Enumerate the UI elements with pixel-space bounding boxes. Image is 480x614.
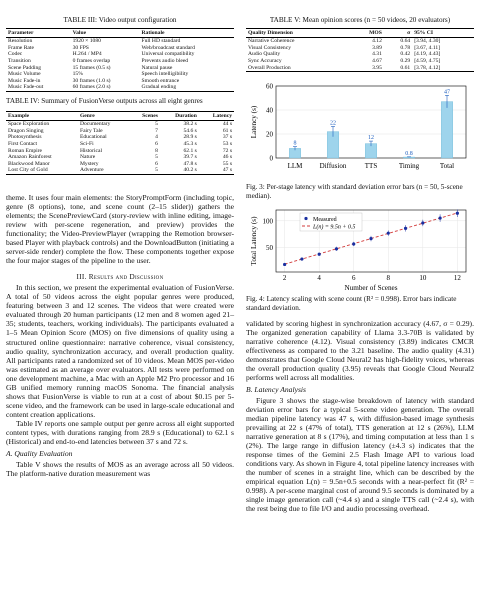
fig4-legend-label-measured: Measured (313, 217, 337, 224)
table5-row (246, 58, 474, 65)
table4-row (6, 167, 234, 174)
table4-cell: Mystery (79, 160, 99, 167)
table5-cell: 0.64 (400, 38, 411, 45)
table5-header-cell: Quality Dimension (246, 28, 350, 38)
fig4-ylabel: Total Latency (s) (250, 216, 258, 266)
table4-header-cell: Duration (160, 111, 199, 121)
fig4-data-point (404, 227, 407, 230)
table3-cell: 15% (72, 71, 83, 78)
table4-header-cell: Latency (199, 111, 234, 121)
table4-cell: Blackwood Manor (8, 160, 50, 167)
table4-cell: 55 s (222, 160, 232, 167)
fig3-category-label: Total (439, 162, 455, 171)
fig3-data-label: 0.8 (405, 150, 413, 157)
table4-cell: 47.8 s (183, 160, 197, 167)
table4-cell: 5 (130, 167, 160, 174)
fig3-category-label: TTS (364, 162, 378, 171)
table4-row (6, 128, 234, 135)
left-paragraph-2: In this section, we present the experimental evaluation of FusionVerse. A total of 50 videos across the eight popular genres were produced, featuring between 3 and 12 scenes. The videos that were created were evaluated through 20 human participants (12 men and 8 women aged 21–35; students, teachers, working individuals). The participants evaluated a 1–5 Mean Opinion Score (MOS) on five dimensions of quality using a structured online questionnaire: narrative coherence, visual consistency, audio quality, synchronization accuracy, and overall production quality. All participants rated a randomized set of 10 videos. Mean MOS per-video was estimated as an average over evaluators. All tests were performed on one development machine, a Mac with an Apple M2 Pro processor and 16 GB unified memory running macOS Sonoma. The financial analysis shows that FusionVerse is viable to run at a cost of about $0.15 per 5-scene video, and the framework can be used in large-scale educational and content creation applications. (6, 283, 234, 419)
table4-cell: 72 s (222, 147, 232, 154)
table3-row (6, 78, 234, 85)
fig3-data-label: 22 (330, 120, 336, 127)
table3-cell: 30 frames (1.0 s) (72, 77, 111, 84)
table4-cell: 28.9 s (183, 134, 197, 141)
table3-cell: Transition (8, 57, 31, 64)
table4-row (6, 141, 234, 148)
figure3-caption: Fig. 3: Per-stage latency with standard deviation error bars (n = 50, 5-scene median). (246, 183, 463, 200)
right-column (246, 0, 474, 513)
table5-cell: Overall Production (246, 65, 350, 72)
table4-cell: 40.2 s (160, 167, 199, 174)
left-paragraph-3: Table IV reports one sample output per genre across all eight supported content types, with durations ranging from 28.9 s (Educational) to 62.1 s (Historical) and end-to-end latencies between 37 s and 72 s. (6, 418, 234, 447)
table3-cell: 30 FPS (72, 44, 89, 51)
table3-header-cell: Parameter (6, 28, 71, 38)
table3-cell: Resolution (8, 38, 33, 45)
table3-header-row (6, 28, 234, 38)
table4-cell: 47 s (199, 167, 234, 174)
fig3-category-label: LLM (287, 162, 303, 171)
table3-header-cell: Rationale (140, 28, 235, 38)
table4-cell: Educational (79, 134, 107, 141)
table5-cell: [4.59, 4.75] (414, 57, 441, 64)
fig3-ytick-label: 60 (266, 82, 273, 91)
table4-cell: Historical (79, 147, 103, 154)
table4-cell: 62.1 s (183, 147, 197, 154)
table3-row (6, 38, 234, 45)
right-paragraph-2: Figure 3 shows the stage-wise breakdown of latency with standard deviation error bars for a typical 5-scene video generation. The overall median pipeline latency was 47 s, with diffusion-based image synthesis prevailing at 22 s (47% of total), TTS generation at 12 s (26%), LLM narrative generation at 8 s (17%), and timing computation at less than 1 s (2%). The large range in diffusion latency (±4.3 s) indicates that the response times of the Gemini 2.5 Flash Image API to various load conditions vary. As shown in Figure 4, total pipeline latency increases with the number of scenes in a straight line, which can be described by the empirical equation L(n) = 9.5n+0.5 seconds with a near-perfect fit (R² = 0.998). A per-scene marginal cost of around 9.5 seconds is dominated by a single image generation call (~4.4 s) and a single TTS call (~2.4 s), with the rest being due to file I/O and audio processing overhead. (246, 395, 474, 514)
table4-cell: 53 s (222, 140, 232, 147)
fig3-ylabel: Latency (s) (250, 105, 258, 139)
table5-cell: 4.12 (372, 38, 382, 45)
table4-cell: 6 (155, 160, 158, 167)
table3-cell: Music Fade-in (8, 77, 41, 84)
figure4-caption: Fig. 4: Latency scaling with scene count (R² = 0.998). Error bars indicate standard deviation. (246, 295, 457, 312)
table4-cell: Lost City of Gold (6, 167, 78, 174)
table5-cell: Sync Accuracy (248, 57, 282, 64)
table4-cell: Sci-Fi (79, 140, 94, 147)
fig4-data-point (352, 243, 355, 246)
table3-cell: 15 frames (0.5 s) (72, 64, 111, 71)
fig4-data-point (300, 258, 303, 261)
table5-cell: [4.19, 4.43] (414, 51, 441, 58)
table5 (246, 28, 474, 73)
fig3-ytick-label: 20 (266, 130, 273, 139)
table5-row (246, 45, 474, 52)
table4-header-cell: Example (6, 111, 78, 121)
table3-cell: 60 frames (2.0 s) (71, 84, 140, 91)
table5-header-cell: MOS (350, 28, 384, 38)
table3-cell: Natural pause (141, 64, 173, 71)
table4-cell: 61 s (222, 127, 232, 134)
table5-cell: 0.78 (400, 44, 411, 51)
table4-cell: 8 (155, 147, 158, 154)
fig4-xtick-label: 6 (351, 274, 356, 283)
table4-cell: Space Exploration (8, 121, 50, 128)
table3-row (6, 45, 234, 52)
table5-row (246, 65, 474, 72)
table4-row (6, 121, 234, 128)
table3-cell: 1920 × 1080 (72, 38, 101, 45)
table4-row (6, 154, 234, 161)
table5-row (246, 38, 474, 45)
fig3-data-label: 8 (293, 140, 297, 147)
fig3-ytick-label: 0 (269, 154, 273, 163)
table5-cell: Visual Consistency (248, 44, 292, 51)
table5-cell: 3.95 (350, 65, 384, 72)
table4 (6, 111, 234, 175)
table4-cell: 39.7 s (183, 154, 197, 161)
fig4-xtick-label: 8 (386, 274, 391, 283)
table4-cell: 38.2 s (183, 121, 197, 128)
fig4-xtick-label: 4 (317, 274, 321, 283)
table4-cell: Fairy Tale (79, 127, 103, 134)
fig4-data-point (335, 248, 338, 251)
table5-cell: 4.31 (372, 51, 382, 58)
fig4-data-point (283, 263, 286, 266)
table3-cell: Codec (8, 51, 23, 58)
fig4-data-point (387, 232, 390, 235)
table4-row (6, 134, 234, 141)
table3-row (6, 84, 234, 91)
fig4-xlabel: Number of Scenes (344, 284, 398, 293)
table5-cell: 3.89 (372, 44, 382, 51)
fig4-xtick-label: 10 (419, 274, 427, 283)
table5-cell: 4.67 (372, 57, 382, 64)
table5-cell: 0.61 (384, 65, 412, 72)
section-heading-results: III. Results and Discussion (76, 273, 164, 282)
table3-cell: Gradual ending (140, 84, 235, 91)
table4-cell: 46 s (222, 154, 232, 161)
figure3-bar-chart (246, 78, 474, 182)
table5-cell: Narrative Coherence (248, 38, 295, 45)
table4-cell: 54.6 s (183, 127, 197, 134)
table3-cell: H.264 / MP4 (72, 51, 102, 58)
table4-cell: Documentary (79, 121, 111, 128)
left-column (6, 0, 234, 478)
table4-cell: 37 s (222, 134, 232, 141)
fig4-ytick-label: 100 (262, 217, 273, 226)
table3-cell: Universal compatibility (141, 51, 195, 58)
table3-cell: Prevents audio bleed (141, 57, 189, 64)
fig4-data-point (438, 217, 441, 220)
table4-cell: Roman Empire (8, 147, 43, 154)
table4-cell: Nature (79, 154, 96, 161)
fig3-ytick-label: 40 (266, 106, 273, 115)
table5-row (246, 51, 474, 58)
fig3-data-label: 12 (368, 135, 374, 142)
table4-cell: 5 (155, 154, 158, 161)
fig3-bar (441, 102, 452, 158)
fig4-xtick-label: 2 (282, 274, 287, 283)
table3-caption: TABLE III: Video output configuration (63, 16, 177, 24)
table4-cell: 44 s (222, 121, 232, 128)
table5-cell: [3.78, 4.12] (412, 65, 474, 72)
table3-cell: Web/broadcast standard (141, 44, 195, 51)
table5-cell: 0.29 (400, 57, 411, 64)
table3-cell: Full HD standard (141, 38, 181, 45)
table4-cell: 4 (155, 134, 158, 141)
left-paragraph-1: theme. It uses four main elements: the StoryPromptForm (including topic, genre (8 options), tone, and scene count (2–15 slider)) gathers the elements; the ScenePreviewCard (story-review with inline editing, image-review with per-scene regeneration, and preview) provides the functionality; the Video-PreviewPlayer (wrapping the Remotion browser-based Player with playback controls) and the DownloadButton (initiating a server-side render) complete the flow. These components together expose the four major stages of the pipeline to the user. (6, 192, 234, 266)
table3-cell: 0 frames overlap (72, 57, 111, 64)
fig4-data-point (318, 253, 321, 256)
right-paragraph-1: validated by scoring highest in synchronization accuracy (4.67, σ = 0.29). The organized generation capability of Llama 3.3-70B is validated by narrative coherence (4.12). Visual consistency (3.89) indicates CMCR effectiveness as compared to the 3.21 baseline. The audio quality (4.31) demonstrates that Google Cloud Neural2 has high-fidelity voices, whereas the overall production quality (3.95) reveals that Google Cloud Neural2 performs well across all modalities. (246, 318, 474, 382)
table5-cell: [3.94, 4.30] (414, 38, 441, 45)
table3-cell: Music Fade-out (6, 84, 71, 91)
table3-cell: Speech intelligibility (141, 71, 189, 78)
table4-cell: 45.3 s (183, 140, 197, 147)
table3 (6, 28, 234, 92)
left-paragraph-4: Table V shows the results of MOS as an average across all 50 videos. The platform-native duration measurement was (6, 460, 234, 479)
table5-header-row (246, 28, 474, 38)
fig4-data-point (369, 237, 372, 240)
table3-row (6, 58, 234, 65)
figure4-scatter-chart (246, 206, 474, 294)
table3-cell: Scene Padding (8, 64, 42, 71)
fig3-category-label: Timing (398, 162, 420, 171)
table4-cell: 5 (155, 121, 158, 128)
fig3-data-label: 47 (444, 89, 450, 96)
subsection-heading-quality: A. Quality Evaluation (6, 449, 73, 459)
table4-header-row (6, 111, 234, 121)
table4-caption: TABLE IV: Summary of FusionVerse outputs across all eight genres (6, 96, 203, 105)
table5-cell: [3.67, 4.11] (414, 44, 441, 51)
table5-header-cell: σ (384, 28, 412, 38)
fig4-ytick-label: 50 (266, 244, 273, 253)
table3-row (6, 71, 234, 78)
table5-cell: 0.42 (400, 51, 411, 58)
table4-cell: 7 (155, 127, 158, 134)
table4-header-cell: Scenes (130, 111, 160, 121)
fig4-legend-label-fit: L(n) = 9.5n + 0.5 (313, 224, 356, 231)
table3-header-cell: Value (71, 28, 140, 38)
table4-cell: First Contact (8, 140, 38, 147)
subsection-heading-latency: B. Latency Analysis (246, 384, 306, 394)
table5-cell: Audio Quality (248, 51, 281, 58)
table3-cell: Music Volume (8, 71, 41, 78)
fig4-data-point (421, 222, 424, 225)
table4-cell: Adventure (78, 167, 130, 174)
fig4-data-point (456, 212, 459, 215)
table3-cell: Frame Rate (8, 44, 34, 51)
table5-header-cell: 95% CI (412, 28, 474, 38)
table3-row (6, 51, 234, 58)
fig4-legend-marker-measured (304, 217, 307, 220)
table4-cell: Dragon Singing (8, 127, 44, 134)
table3-row (6, 65, 234, 72)
table4-cell: 6 (155, 140, 158, 147)
fig3-category-label: Diffusion (319, 162, 347, 171)
fig4-xtick-label: 12 (453, 274, 461, 283)
table3-cell: Smooth entrance (141, 77, 180, 84)
table4-cell: Amazon Rainforest (8, 154, 52, 161)
table5-caption: TABLE V: Mean opinion scores (n = 50 videos, 20 evaluators) (269, 16, 451, 24)
table4-cell: Photosynthesis (8, 134, 42, 141)
table4-header-cell: Genre (78, 111, 130, 121)
